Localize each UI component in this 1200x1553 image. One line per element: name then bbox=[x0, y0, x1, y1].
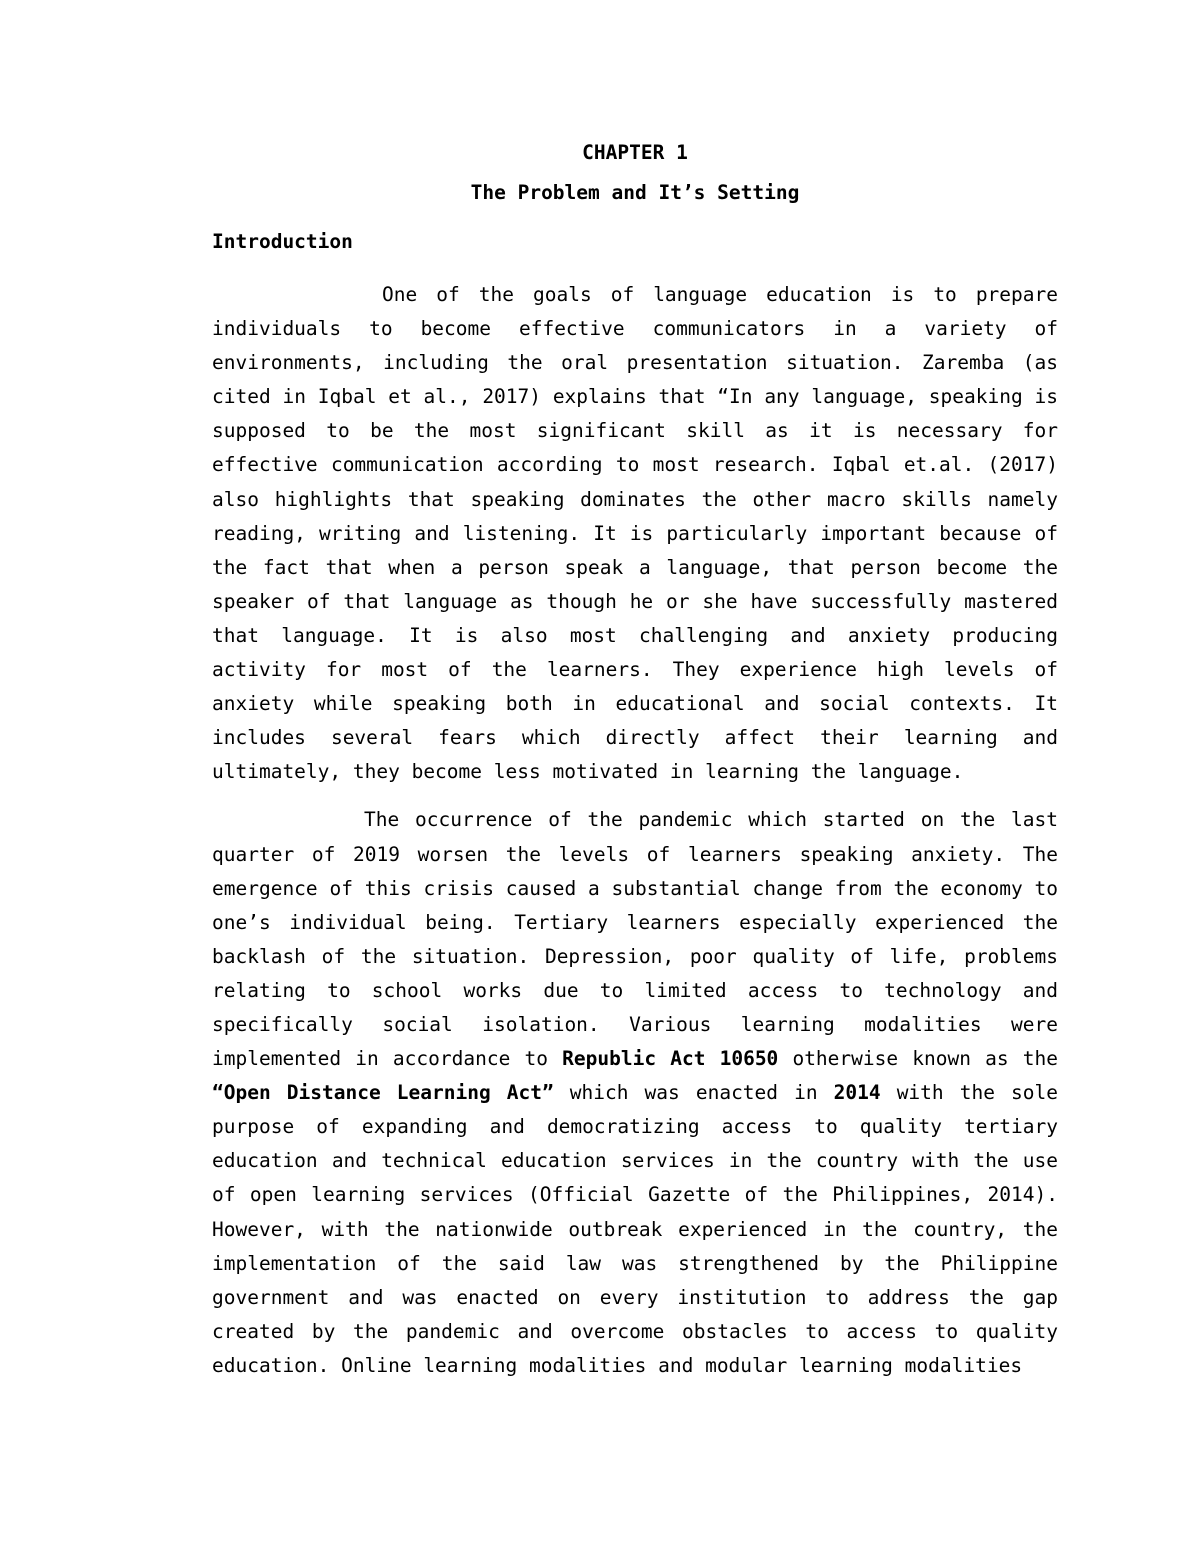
bold-year: 2014 bbox=[833, 1081, 881, 1105]
paragraph-2-text-e: with the sole purpose of expanding and democratizing access to quality tertiary education and technical education services in the country with the use of open learning services (Official Gazette of the Philippines, 2014). However, with the nationwide outbreak experienced in the country, the implementation of the said law was strengthened by the Philippine government and was enacted on every institution to address the gap created by the pandemic and overcome obstacles to access to quality education. Online learning modalities and modular learning modalities bbox=[212, 1081, 1058, 1377]
section-heading: Introduction bbox=[212, 230, 353, 253]
bold-act-name: “Open Distance Learning Act” bbox=[212, 1081, 554, 1105]
paragraph-2 bbox=[212, 803, 1058, 1383]
page-content bbox=[212, 140, 1058, 1383]
paragraph-2-text-d: which was enacted in bbox=[553, 1081, 834, 1105]
paragraph-2-text-c: otherwise known as the bbox=[778, 1047, 1058, 1071]
paragraph-1: One of the goals of language education is to prepare individuals to become effective communicators in a variety of environments, including the oral presentation situation. Zaremba (as cited in Iqbal et al., 2017) explains that “In any language, speaking is supposed to be the most significant skill as it is necessary for effective communication according to most research. Iqbal et.al. (2017) also highlights that speaking dominates the other macro skills namely reading, writing and listening. It is particularly important because of the fact that when a person speak a language, that person become the speaker of that language as though he or she have successfully mastered that language. It is also most challenging and anxiety producing activity for most of the learners. They experience high levels of anxiety while speaking both in educational and social contexts. It includes several fears which directly affect their learning and ultimately, they become less motivated in learning the language. bbox=[212, 283, 1058, 784]
paragraph-2-text-a: The occurrence of the pandemic which started on the last quarter of 2019 worsen the levels of learners speaking anxiety. The emergence of this crisis caused a substantial change from the economy to one’s individual being. Tertiary learners especially experienced the backlash of the situation. Depression, poor quality of life, problems relating to school works due to limited access to technology and specifically social isolation. Various learning modalities were implemented in accordance to bbox=[212, 808, 1058, 1071]
bold-republic-act: Republic Act 10650 bbox=[562, 1047, 779, 1071]
chapter-heading: CHAPTER 1 bbox=[582, 141, 688, 164]
chapter-title: The Problem and It’s Setting bbox=[470, 181, 800, 204]
